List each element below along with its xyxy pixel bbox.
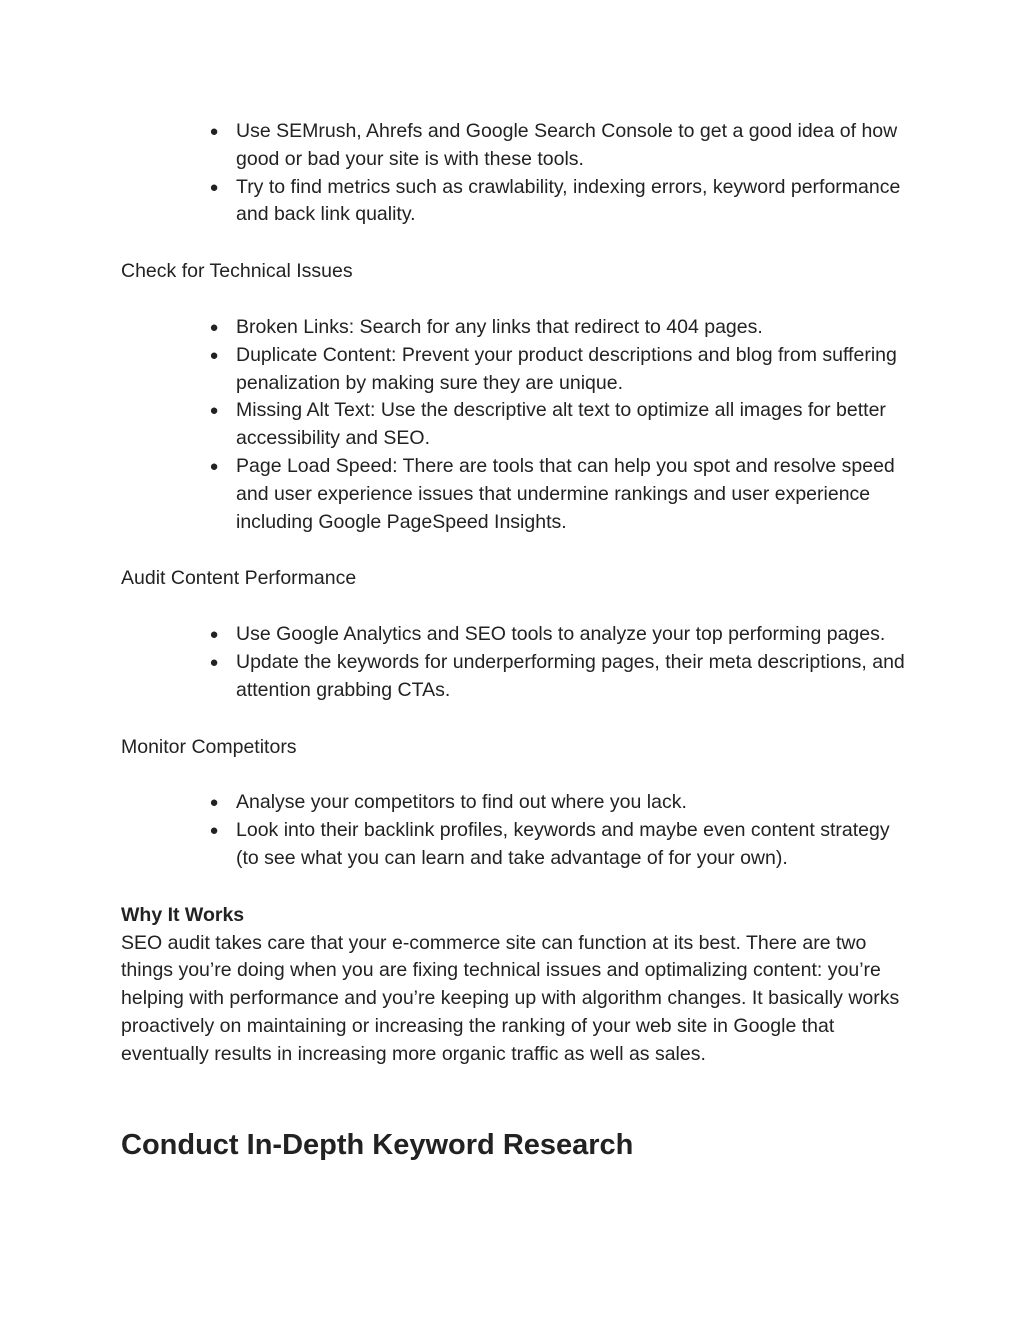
list-item: [209, 649, 911, 705]
list-item: [209, 453, 911, 536]
section-title: Conduct In-Depth Keyword Research: [121, 1128, 634, 1161]
list-item: [209, 817, 911, 873]
list-item-text: Page Load Speed: There are tools that can help you spot and resolve speed and user experience issues that undermine rankings and user experience including Google PageSpeed Insights.: [236, 454, 895, 533]
list-item-text: Look into their backlink profiles, keywords and maybe even content strategy (to see what you can learn and take advantage of for your own).: [236, 819, 890, 869]
list-item-text: Analyse your competitors to find out where you lack.: [236, 791, 687, 814]
bullet-icon: ●: [209, 822, 219, 840]
list-item-text: Use Google Analytics and SEO tools to analyze your top performing pages.: [236, 623, 886, 646]
monitor-competitors-heading: Monitor Competitors: [121, 735, 297, 758]
bullet-icon: ●: [209, 653, 219, 671]
list-item: [209, 118, 911, 174]
list-item-text: Use SEMrush, Ahrefs and Google Search Console to get a good idea of how good or bad your site is with these tools.: [236, 120, 898, 170]
bullet-icon: ●: [209, 318, 219, 336]
list-item: [209, 314, 911, 342]
monitor-competitors-list: [121, 789, 911, 872]
list-item-text: Try to find metrics such as crawlability, indexing errors, keyword performance and back link quality.: [236, 175, 901, 226]
list-item-text: Broken Links: Search for any links that redirect to 404 pages.: [236, 315, 763, 338]
technical-issues-heading: Check for Technical Issues: [121, 260, 353, 283]
list-item: [209, 789, 911, 817]
audit-content-list: [121, 621, 911, 704]
bullet-icon: ●: [209, 626, 219, 644]
list-item-text: Missing Alt Text: Use the descriptive alt text to optimize all images for better accessibility and SEO.: [236, 399, 886, 450]
bullet-icon: ●: [209, 794, 219, 812]
list-item: [209, 342, 911, 398]
document-content: [121, 118, 911, 1163]
bullet-icon: ●: [209, 457, 219, 475]
list-item-text: Update the keywords for underperforming pages, their meta descriptions, and attention grabbing CTAs.: [236, 650, 905, 701]
list-item: [209, 397, 911, 453]
bullet-icon: ●: [209, 123, 219, 140]
list-item: [209, 621, 911, 649]
why-it-works-heading: Why It Works: [121, 903, 245, 926]
bullet-icon: ●: [209, 178, 219, 196]
why-it-works-paragraph: SEO audit takes care that your e-commerce site can function at its best. There are two things you’re doing when you are fixing technical issues and optimalizing content: you’re helping with performance and you’re keeping up with algorithm changes. It basically works proactively on maintaining or increasing the ranking of your web site in Google that eventually results in increasing more organic traffic as well as sales.: [121, 931, 900, 1065]
audit-content-heading: Audit Content Performance: [121, 567, 357, 590]
list-item: [209, 174, 911, 230]
bullet-icon: ●: [209, 346, 219, 364]
list-item-text: Duplicate Content: Prevent your product descriptions and blog from suffering penalization by making sure they are unique.: [236, 343, 897, 394]
bullet-icon: ●: [209, 402, 219, 420]
intro-bullet-list: [121, 118, 911, 229]
technical-issues-list: [121, 314, 911, 536]
